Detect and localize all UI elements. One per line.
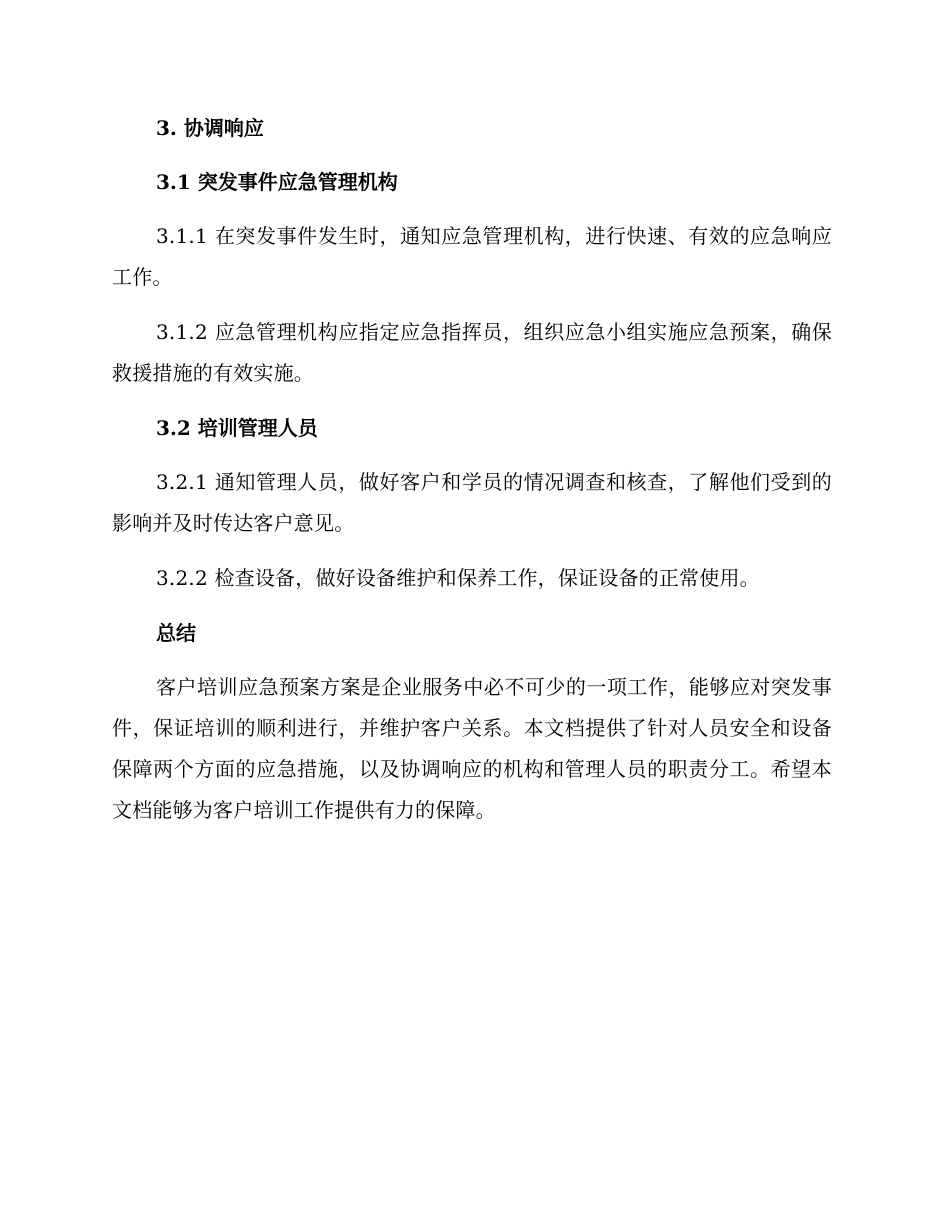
document-page [112,108,832,845]
section-heading-3-1: 3.1 突发事件应急管理机构 [156,170,398,194]
section-heading-3: 3. 协调响应 [156,116,264,140]
summary-paragraph: 客户培训应急预案方案是企业服务中必不可少的一项工作，能够应对突发事件，保证培训的顺利进行，并维护客户关系。本文档提供了针对人员安全和设备保障两个方面的应急措施，以及协调响应的机构和管理人员的职责分工。希望本文档能够为客户培训工作提供有力的保障。 [112,675,832,822]
paragraph-3-2-1: 3.2.1 通知管理人员，做好客户和学员的情况调查和核查，了解他们受到的影响并及时传达客户意见。 [112,470,832,535]
paragraph-3-2-2: 3.2.2 检查设备，做好设备维护和保养工作，保证设备的正常使用。 [156,566,760,590]
paragraph-3-1-1: 3.1.1 在突发事件发生时，通知应急管理机构，进行快速、有效的应急响应工作。 [112,224,832,289]
section-heading-3-2: 3.2 培训管理人员 [156,416,318,440]
paragraph-3-1-2: 3.1.2 应急管理机构应指定应急指挥员，组织应急小组实施应急预案，确保救援措施的有效实施。 [112,320,832,385]
summary-heading: 总结 [156,621,196,645]
